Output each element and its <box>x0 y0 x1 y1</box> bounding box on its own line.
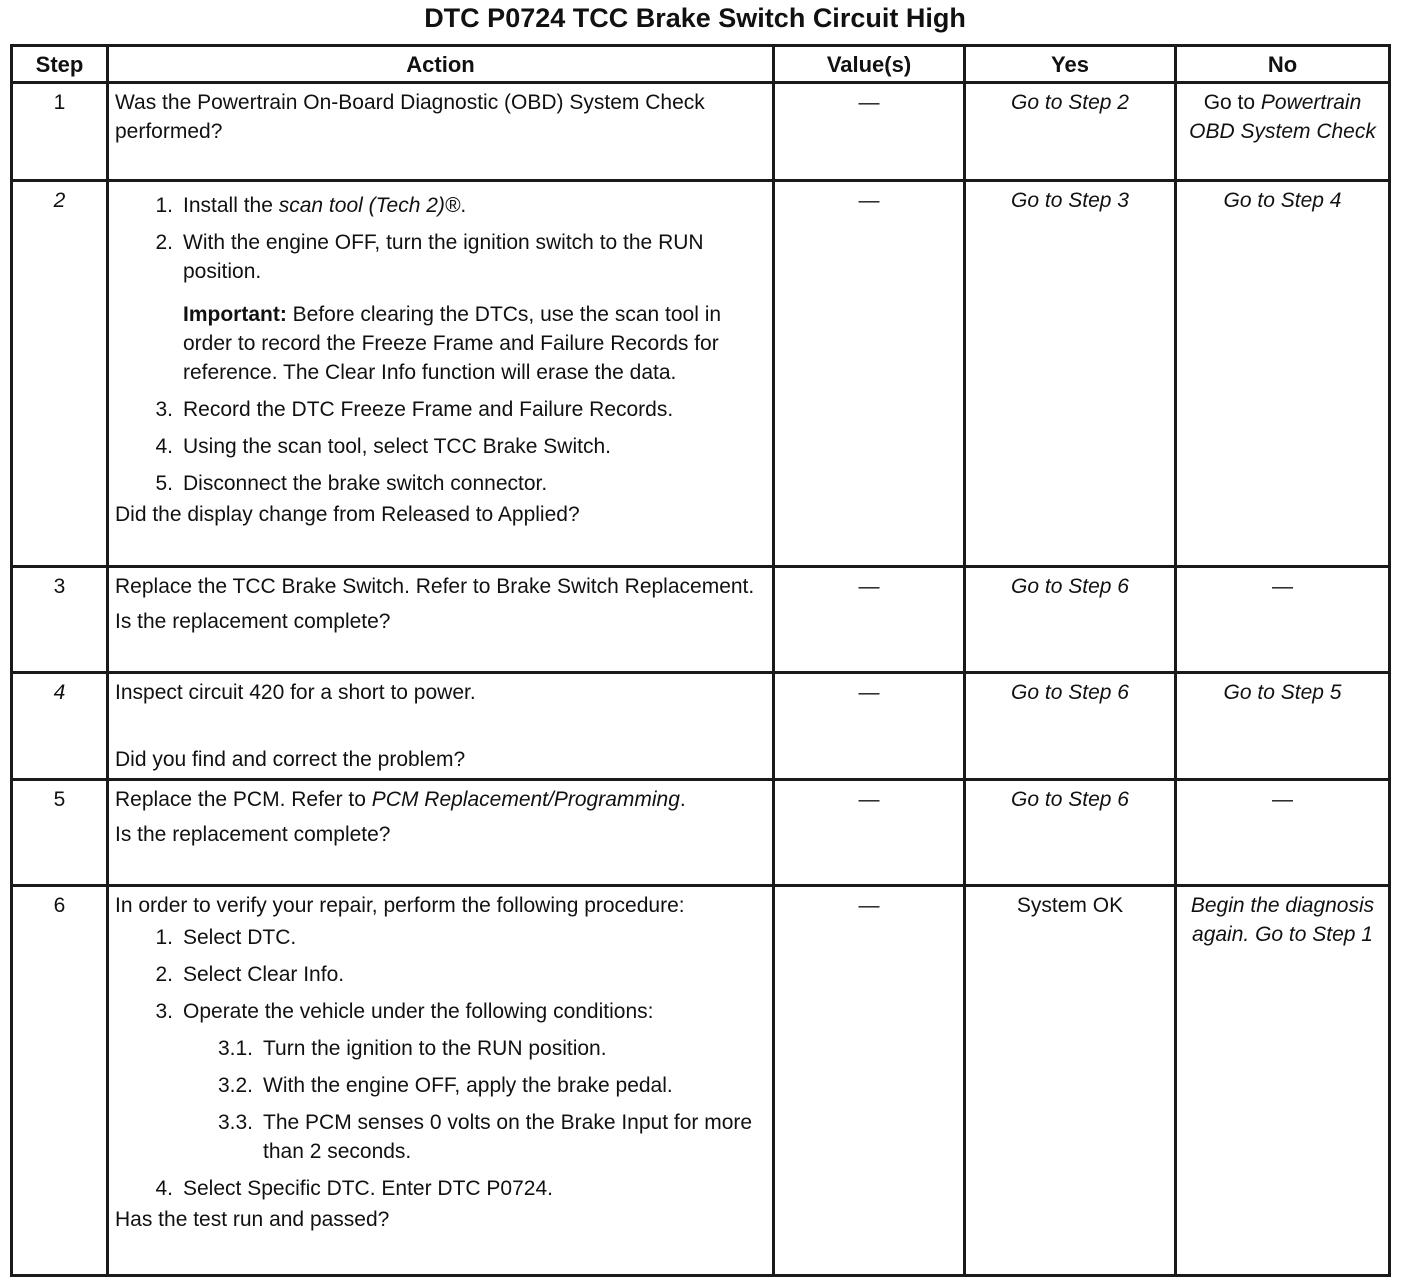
procedure-list <box>115 191 766 498</box>
page-title: DTC P0724 TCC Brake Switch Circuit High <box>424 3 966 33</box>
yes-cell: Go to Step 6 <box>965 673 1176 780</box>
important-text: Before clearing the DTCs, use the scan tool in order to record the Freeze Frame and Failure Records for reference. The Clear Info function will erase the data. <box>183 303 722 384</box>
list-item <box>115 997 766 1026</box>
item-text: With the engine OFF, apply the brake pedal. <box>263 1074 673 1097</box>
item-text: Record the DTC Freeze Frame and Failure Records. <box>183 398 674 421</box>
item-text: Disconnect the brake switch connector. <box>183 472 548 495</box>
action-cell <box>108 181 774 567</box>
procedure-list <box>115 1174 766 1203</box>
yes-cell: System OK <box>965 886 1176 1276</box>
action-cell <box>108 83 774 181</box>
list-item <box>115 960 766 989</box>
item-text: Turn the ignition to the RUN position. <box>263 1037 607 1060</box>
table-header-row <box>12 46 1390 83</box>
no-cell: — <box>1176 567 1390 673</box>
item-text-pre: Install the <box>183 194 279 217</box>
action-text-emphasis: PCM Replacement/Programming <box>371 788 680 811</box>
item-text-emphasis: scan tool (Tech 2)® <box>278 194 461 217</box>
table-row <box>12 181 1390 567</box>
value-cell: — <box>774 83 965 181</box>
value-cell: — <box>774 673 965 780</box>
item-number: 3. <box>155 398 173 421</box>
item-number: 1. <box>155 194 173 217</box>
no-prefix: Go to <box>1203 91 1261 114</box>
item-text: Operate the vehicle under the following conditions: <box>183 1000 654 1023</box>
value-cell: — <box>774 567 965 673</box>
step-number: 1 <box>12 83 108 181</box>
no-cell: Go to Step 4 <box>1176 181 1390 567</box>
spacer <box>115 707 766 743</box>
step-question: Did you find and correct the problem? <box>115 748 466 771</box>
table-row <box>12 886 1390 1276</box>
value-cell: — <box>774 886 965 1276</box>
action-cell <box>108 886 774 1276</box>
item-text: The PCM senses 0 volts on the Brake Input for more than 2 seconds. <box>263 1111 753 1163</box>
note-indent <box>115 300 183 387</box>
step-number: 4 <box>12 673 108 780</box>
item-number: 3. <box>155 1000 173 1023</box>
list-item <box>115 923 766 952</box>
sub-procedure-list <box>115 1034 766 1166</box>
yes-cell: Go to Step 6 <box>965 567 1176 673</box>
action-cell <box>108 567 774 673</box>
item-text: Select DTC. <box>183 926 297 949</box>
table-row <box>12 567 1390 673</box>
item-number: 2. <box>155 231 173 254</box>
step-question: Did the display change from Released to Applied? <box>115 503 580 526</box>
important-label: Important: <box>183 303 287 326</box>
diagnostic-table <box>10 44 1391 1277</box>
list-item <box>115 432 766 461</box>
list-item <box>115 191 766 220</box>
list-item <box>115 228 766 286</box>
no-link: Powertrain OBD System Check <box>1189 91 1376 143</box>
item-text: Select Specific DTC. Enter DTC P0724. <box>183 1177 553 1200</box>
item-number: 4. <box>155 1177 173 1200</box>
action-text: Inspect circuit 420 for a short to power. <box>115 681 476 704</box>
yes-cell: Go to Step 3 <box>965 181 1176 567</box>
value-cell: — <box>774 181 965 567</box>
step-number: 5 <box>12 780 108 886</box>
item-number: 3.3. <box>217 1111 253 1134</box>
action-text: Was the Powertrain On-Board Diagnostic (OBD) System Check performed? <box>115 91 705 143</box>
table-row <box>12 83 1390 181</box>
list-item <box>115 1108 766 1166</box>
no-cell: — <box>1176 780 1390 886</box>
item-number: 3.2. <box>217 1074 253 1097</box>
table-row <box>12 780 1390 886</box>
step-question: Is the replacement complete? <box>115 823 391 846</box>
item-text-post: . <box>460 194 467 217</box>
procedure-list <box>115 923 766 1026</box>
column-header-action: Action <box>108 46 774 83</box>
list-item <box>115 1034 766 1063</box>
list-item <box>115 1071 766 1100</box>
action-text: In order to verify your repair, perform the following procedure: <box>115 894 685 917</box>
important-note <box>115 300 766 387</box>
column-header-no: No <box>1176 46 1390 83</box>
column-header-yes: Yes <box>965 46 1176 83</box>
no-cell <box>1176 83 1390 181</box>
column-header-values: Value(s) <box>774 46 965 83</box>
item-number: 4. <box>155 435 173 458</box>
no-cell: Begin the diagnosis again. Go to Step 1 <box>1176 886 1390 1276</box>
action-text-pre: Replace the PCM. Refer to <box>115 788 372 811</box>
item-number: 3.1. <box>217 1037 253 1060</box>
no-cell: Go to Step 5 <box>1176 673 1390 780</box>
item-number: 1. <box>155 926 173 949</box>
list-item <box>115 1174 766 1203</box>
note-text <box>183 300 766 387</box>
action-text <box>115 785 766 814</box>
item-text <box>183 191 766 220</box>
yes-cell: Go to Step 2 <box>965 83 1176 181</box>
action-cell <box>108 673 774 780</box>
table-row <box>12 673 1390 780</box>
step-question: Is the replacement complete? <box>115 610 391 633</box>
item-number: 5. <box>155 472 173 495</box>
yes-cell: Go to Step 6 <box>965 780 1176 886</box>
list-item <box>115 469 766 498</box>
value-cell: — <box>774 780 965 886</box>
step-question: Has the test run and passed? <box>115 1208 390 1231</box>
item-text: Using the scan tool, select TCC Brake Switch. <box>183 435 611 458</box>
step-number: 2 <box>12 181 108 567</box>
list-item <box>115 395 766 424</box>
step-number: 3 <box>12 567 108 673</box>
action-text-post: . <box>679 788 686 811</box>
item-text: With the engine OFF, turn the ignition switch to the RUN position. <box>183 231 704 283</box>
action-text: Replace the TCC Brake Switch. Refer to Brake Switch Replacement. <box>115 575 755 598</box>
step-number: 6 <box>12 886 108 1276</box>
item-text: Select Clear Info. <box>183 963 345 986</box>
action-cell <box>108 780 774 886</box>
item-number: 2. <box>155 963 173 986</box>
column-header-step: Step <box>12 46 108 83</box>
